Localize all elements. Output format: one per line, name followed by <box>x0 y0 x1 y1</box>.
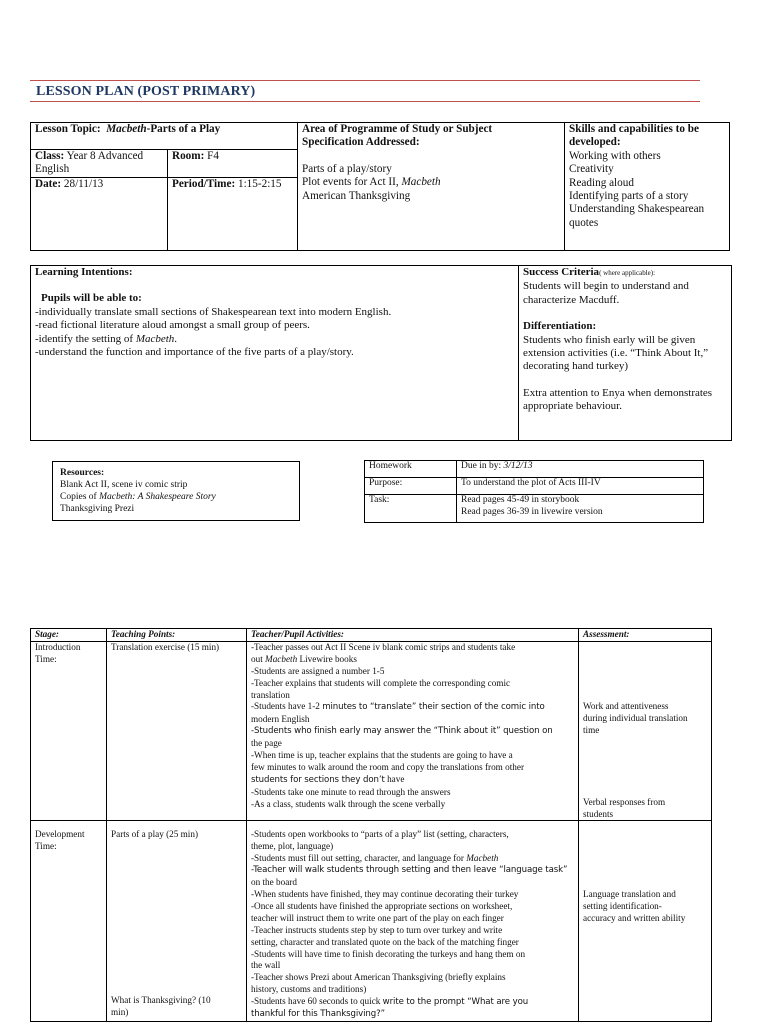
resource-item: Thanksgiving Prezi <box>60 504 135 514</box>
purpose-value: To understand the plot of Acts III-IV <box>457 478 704 495</box>
skills-label-1: Skills and capabilities to be <box>569 123 699 135</box>
intention-item: -identify the setting of Macbeth. <box>35 332 178 345</box>
period-value: 1:15-2:15 <box>237 178 282 190</box>
area-item-3: American Thanksgiving <box>302 189 411 202</box>
date-value: 28/11/13 <box>63 178 104 190</box>
differentiation-line: Students who finish early will be given <box>523 333 696 346</box>
header-teaching-points: Teaching Points: <box>107 629 247 642</box>
header-assessment: Assessment: <box>579 629 712 642</box>
lesson-topic-cell <box>31 123 298 150</box>
pupils-label: Pupils will be able to: <box>41 292 142 305</box>
area-item-2: Plot events for Act II, Macbeth <box>302 176 441 189</box>
area-cell <box>298 123 565 251</box>
header-stage: Stage: <box>31 629 107 642</box>
point-intro: Translation exercise (15 min) <box>107 641 247 821</box>
area-item-1: Parts of a play/story <box>302 162 392 175</box>
room-value: F4 <box>207 150 219 162</box>
attention-line: Extra attention to Enya when demonstrates <box>523 386 713 399</box>
point-dev: Parts of a play (25 min) What is Thanksgiving? (10 min) <box>107 821 247 1022</box>
skill-item: Working with others <box>569 149 661 162</box>
room-cell <box>168 150 298 178</box>
lesson-topic-rest: -Parts of a Play <box>146 123 221 135</box>
area-label-2: Specification Addressed: <box>302 136 420 149</box>
intention-item: -read fictional literature aloud amongst a small group of peers. <box>35 319 310 332</box>
table-row <box>31 821 712 1022</box>
task-value: Read pages 45-49 in storybook Read pages 36-39 in livewire version <box>457 495 704 523</box>
assessment-intro: Work and attentiveness during individual translation time Verbal responses from students <box>579 641 712 821</box>
task-label: Task: <box>365 495 457 523</box>
homework-due: Due in by: 3/12/13 <box>457 461 704 478</box>
top-rule <box>30 80 700 81</box>
success-criteria-panel <box>523 266 731 414</box>
page-title: LESSON PLAN (POST PRIMARY) <box>36 84 256 99</box>
date-label: Date: <box>35 178 62 190</box>
assessment-dev: Language translation and setting identification- accuracy and written ability <box>579 821 712 1022</box>
learning-intentions-box <box>30 265 732 441</box>
header-activities: Teacher/Pupil Activities: <box>247 629 579 642</box>
lesson-info-table <box>30 122 730 251</box>
activities-table <box>30 628 712 1022</box>
resources-label: Resources: <box>60 468 105 478</box>
homework-label: Homework <box>365 461 457 478</box>
box-divider <box>518 266 519 440</box>
room-label: Room: <box>172 150 205 162</box>
date-cell <box>31 178 168 251</box>
resource-item: Blank Act II, scene iv comic strip <box>60 480 188 490</box>
class-value-2: English <box>35 163 70 176</box>
skills-label-2: developed: <box>569 136 621 149</box>
period-cell <box>168 178 298 251</box>
skill-item: quotes <box>569 216 599 229</box>
skill-item: Reading aloud <box>569 176 634 189</box>
differentiation-line: decorating hand turkey) <box>523 360 629 373</box>
attention-line: appropriate behaviour. <box>523 400 622 413</box>
skill-item: Creativity <box>569 163 614 176</box>
success-criteria-label: Success Criteria <box>523 266 600 278</box>
table-row <box>31 641 712 821</box>
area-label-1: Area of Programme of Study or Subject <box>302 123 493 135</box>
period-label: Period/Time: <box>172 178 236 190</box>
lesson-topic-label: Lesson Topic: <box>35 123 101 135</box>
skill-item: Understanding Shakespearean <box>569 203 705 216</box>
intention-item: -understand the function and importance of the five parts of a play/story. <box>35 346 354 359</box>
stage-intro: Introduction Time: <box>31 641 107 821</box>
learning-intentions-label: Learning Intentions: <box>35 266 133 278</box>
differentiation-label: Differentiation: <box>523 320 597 333</box>
class-label: Class: <box>35 150 65 162</box>
resources-box <box>52 461 300 521</box>
activities-intro: -Teacher passes out Act II Scene iv blank comic strips and students take out Macbeth Livewire books -Students are assigned a number 1-5 -Teacher explains that students will complete the corresponding comic translation -Students have 1-2 minutes to “translate” their section of the comic into modern English -Students who finish early may answer the “Think about it” question on the page -When time is up, teacher explains that the students are going to have a few minutes to walk around the room and copy the translations from other students for sections they don’t have -Students take one minute to read through the answers -As a class, students walk through the scene verbally <box>247 641 579 821</box>
class-cell <box>31 150 168 178</box>
purpose-label: Purpose: <box>365 478 457 495</box>
lesson-topic-italic: Macbeth <box>106 123 147 135</box>
resource-item: Copies of Macbeth: A Shakespeare Story <box>60 492 216 502</box>
stage-dev: Development Time: <box>31 821 107 1022</box>
intention-item: -individually translate small sections of Shakespearean text into modern English. <box>35 305 392 318</box>
differentiation-line: extension activities (i.e. “Think About It,” <box>523 347 709 360</box>
success-criteria-note: ( where applicable): <box>599 269 656 277</box>
success-line: Students will begin to understand and <box>523 280 689 293</box>
activities-dev: -Students open workbooks to “parts of a play” list (setting, characters, theme, plot, language) -Students must fill out setting, character, and language for Macbeth -Teacher will walk students through setting and then leave “language task” on the board -When students have finished, they may continue decorating their turkey -Once all students have finished the appropriate sections on worksheet, teacher will instruct them to write one part of the play on each finger -Teacher instructs students step by step to turn over turkey and write setting, character and translated quote on the back of the matching finger -Students will have time to finish decorating the turkeys and hang them on the wall -Teacher shows Prezi about American Thanksgiving (briefly explains history, customs and traditions) -Students have 60 seconds to quick write to the prompt “What are you thankful for this Thanksgiving?” <box>247 821 579 1022</box>
success-line: characterize Macduff. <box>523 293 620 306</box>
skill-item: Identifying parts of a story <box>569 190 689 203</box>
title-underline-rule <box>30 101 700 102</box>
skills-cell <box>565 123 730 251</box>
class-value-1: Year 8 Advanced <box>66 150 144 162</box>
homework-table <box>364 460 704 523</box>
learning-intentions-left <box>35 266 515 359</box>
